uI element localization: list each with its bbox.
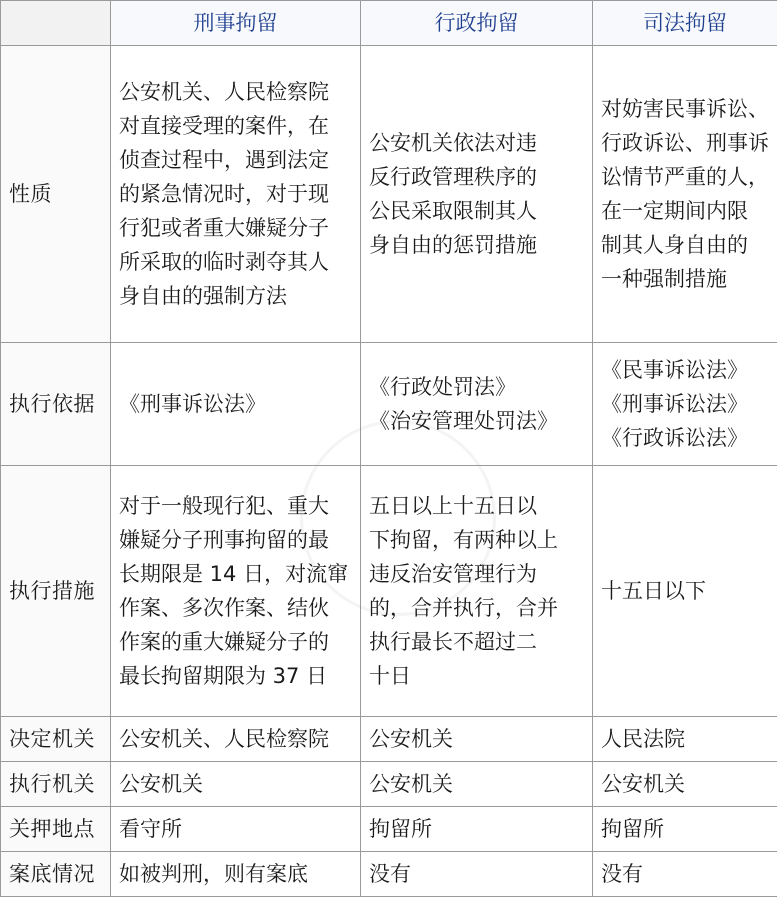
cell-administrative: 没有 [361,852,593,897]
cell-line: 反行政管理秩序的 [369,165,537,189]
cell-administrative: 公安机关 [361,717,593,762]
cell-line: 长期限是 14 日，对流窜 [119,562,349,586]
cell-criminal: 公安机关 [111,762,361,807]
cell-line: 公安机关依法对违 [369,131,537,155]
header-judicial-detention: 司法拘留 [593,1,777,46]
header-corner-cell [1,1,111,46]
cell-criminal [111,46,361,343]
cell-line: 《行政处罚法》 [369,375,516,399]
cell-line: 对于一般现行犯、重大 [119,494,329,518]
cell-line: 《治安管理处罚法》 [369,409,558,433]
row-label: 案底情况 [1,852,111,897]
cell-line: 行犯或者重大嫌疑分子 [119,216,329,240]
row-label: 性质 [1,46,111,343]
cell-line: 嫌疑分子刑事拘留的最 [119,528,329,552]
cell-line: 的，合并执行，合并 [369,596,558,620]
cell-administrative: 公安机关 [361,762,593,807]
cell-judicial [593,343,777,466]
cell-line: 公民采取限制其人 [369,199,537,223]
cell-criminal [111,466,361,717]
cell-judicial [593,46,777,343]
cell-judicial [593,466,777,717]
cell-line: 执行最长不超过二 [369,630,537,654]
cell-line: 《刑事诉讼法》 [119,392,266,416]
cell-administrative: 拘留所 [361,807,593,852]
cell-line: 身自由的强制方法 [119,284,287,308]
row-legal-basis [1,343,777,466]
header-row [1,1,777,46]
row-label: 执行依据 [1,343,111,466]
cell-line: 最长拘留期限为 37 日 [119,664,328,688]
cell-criminal [111,343,361,466]
cell-line: 《刑事诉讼法》 [601,392,748,416]
cell-line: 所采取的临时剥夺其人 [119,250,329,274]
cell-line: 侦查过程中，遇到法定 [119,148,329,172]
row-enforcement-measures [1,466,777,717]
cell-line: 作案、多次作案、结伙 [119,596,329,620]
cell-line: 十日 [369,664,411,688]
row-detention-place [1,807,777,852]
cell-line: 的紧急情况时，对于现 [119,182,329,206]
cell-line: 在一定期间内限 [601,199,748,223]
cell-line: 《行政诉讼法》 [601,426,748,450]
row-label: 关押地点 [1,807,111,852]
cell-judicial: 公安机关 [593,762,777,807]
cell-judicial: 人民法院 [593,717,777,762]
cell-administrative [361,343,593,466]
row-criminal-record [1,852,777,897]
cell-administrative [361,46,593,343]
cell-line: 作案的重大嫌疑分子的 [119,630,329,654]
row-executing-authority [1,762,777,807]
cell-line: 对直接受理的案件，在 [119,114,329,138]
cell-line: 十五日以下 [601,579,706,603]
cell-judicial: 拘留所 [593,807,777,852]
cell-administrative [361,466,593,717]
cell-line: 身自由的惩罚措施 [369,233,537,257]
cell-criminal: 看守所 [111,807,361,852]
cell-line: 制其人身自由的 [601,233,748,257]
row-label: 决定机关 [1,717,111,762]
cell-criminal: 公安机关、人民检察院 [111,717,361,762]
cell-line: 《民事诉讼法》 [601,358,748,382]
cell-line: 违反治安管理行为 [369,562,537,586]
row-label: 执行机关 [1,762,111,807]
header-administrative-detention: 行政拘留 [361,1,593,46]
cell-line: 五日以上十五日以 [369,494,537,518]
row-label: 执行措施 [1,466,111,717]
row-nature [1,46,777,343]
cell-line: 一种强制措施 [601,267,727,291]
cell-line: 对妨害民事诉讼、 [601,97,769,121]
cell-line: 行政诉讼、刑事诉 [601,131,769,155]
header-criminal-detention: 刑事拘留 [111,1,361,46]
cell-criminal: 如被判刑，则有案底 [111,852,361,897]
cell-line: 下拘留，有两种以上 [369,528,558,552]
cell-line: 讼情节严重的人， [601,165,769,189]
cell-judicial: 没有 [593,852,777,897]
cell-line: 公安机关、人民检察院 [119,80,329,104]
row-deciding-authority [1,717,777,762]
